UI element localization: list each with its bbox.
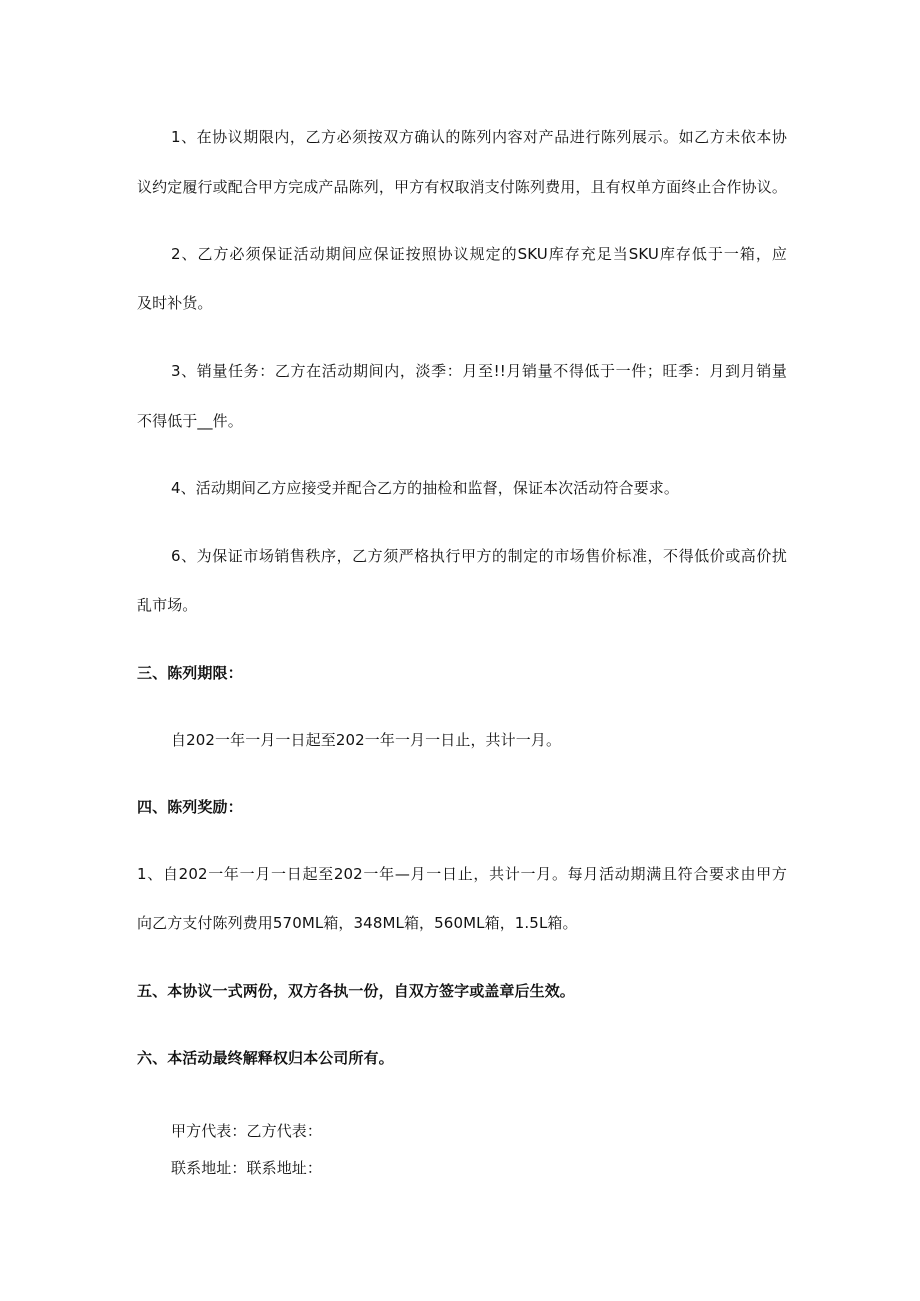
section-5-heading: 五、本协议一式两份，双方各执一份，自双方签字或盖章后生效。 <box>137 982 575 1000</box>
section-6-heading: 六、本活动最终解释权归本公司所有。 <box>137 1049 394 1067</box>
signature-addresses: 联系地址：联系地址： <box>171 1159 323 1177</box>
clause-2-line-2: 及时补货。 <box>137 294 213 312</box>
clause-6-line-2: 乱市场。 <box>137 596 198 614</box>
section-3-body: 自202一年一月一日起至202一年一月一日止，共计一月。 <box>171 731 562 749</box>
clause-1-line-1: 1、在协议期限内，乙方必须按双方确认的陈列内容对产品进行陈列展示。如乙方未依本协 <box>171 128 787 146</box>
clause-1-line-2: 议约定履行或配合甲方完成产品陈列，甲方有权取消支付陈列费用，且有权单方面终止合作协议。 <box>137 178 787 196</box>
section-4-heading: 四、陈列奖励： <box>137 798 243 816</box>
section-3-heading: 三、陈列期限： <box>137 664 243 682</box>
clause-3-line-2: 不得低于__件。 <box>137 412 243 430</box>
section-4-line-2: 向乙方支付陈列费用570ML箱，348ML箱，560ML箱，1.5L箱。 <box>137 914 578 932</box>
section-4-line-1: 1、自202一年一月一日起至202一年—月一日止，共计一月。每月活动期满且符合要求由甲方 <box>137 865 787 883</box>
clause-4-line-1: 4、活动期间乙方应接受并配合乙方的抽检和监督，保证本次活动符合要求。 <box>171 479 679 497</box>
signature-representatives: 甲方代表：乙方代表： <box>171 1122 323 1140</box>
clause-2-line-1: 2、乙方必须保证活动期间应保证按照协议规定的SKU库存充足当SKU库存低于一箱，应 <box>171 245 787 263</box>
clause-3-line-1: 3、销量任务：乙方在活动期间内，淡季：月至!!月销量不得低于一件；旺季：月到月销量 <box>171 362 787 380</box>
clause-6-line-1: 6、为保证市场销售秩序，乙方须严格执行甲方的制定的市场售价标准，不得低价或高价扰 <box>171 547 787 565</box>
